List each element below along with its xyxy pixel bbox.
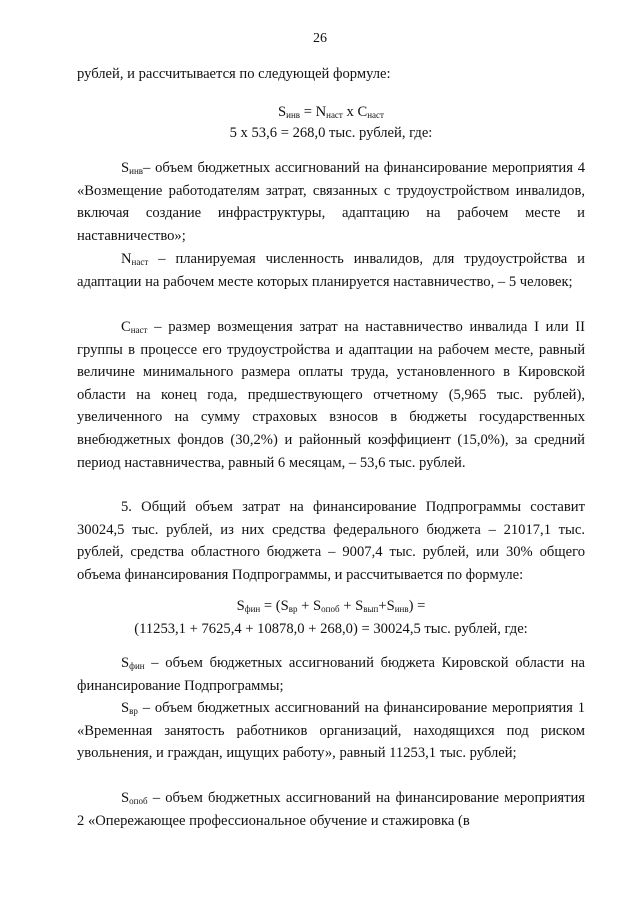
definition-n-nast: $N_{наст}$ – планируемая численность инвалидов, для трудоустройства и адаптации на рабочем месте которых планируется наставничество, – 5 человек; bbox=[77, 251, 585, 290]
formula-1-lhs: $S_{инв}$ bbox=[278, 104, 301, 120]
definition-s-inv: $S_{инв}-$ объем бюджетных ассигнований на финансирование мероприятия 4 «Возмещение работодателям затрат, связанных с трудоустройством инвалидов, включая создание инфраструктуры, адаптацию на рабочем месте и наставничество»; bbox=[77, 160, 585, 244]
paragraph-5: 5. Общий объем затрат на финансирование Подпрограммы составит 30024,5 тыс. рублей, из них средства федерального бюджета – 21017,1 тыс. рублей, средства областного бюджета – 9007,4 тыс. рублей, или 30% общего объема финансирования Подпрограммы, и рассчитывается по формуле: bbox=[77, 499, 585, 583]
definition-c-nast: $C_{наст}$ – размер возмещения затрат на наставничество инвалида I или II группы в процессе его трудоустройства и адаптации на рабочем месте, равный величине минимального размера оплаты труда, установленного в Кировской области на конец года, предшествующего отчетному (5,965 тыс. рублей), увеличенного на сумму страховых взносов в бюджеты государственных внебюджетных фондов (30,2%) и районный коэффициент (15,0%), за средний период наставничества, равный 6 месяцам, – 53,6 тыс. рублей. bbox=[77, 319, 585, 471]
formula-1-b: $C_{наст}$ bbox=[357, 104, 384, 120]
page-number: 26 bbox=[313, 31, 327, 46]
formula-2-calculation: (11253,1 + 7625,4 + 10878,0 + 268,0) = 30024,5 тыс. рублей, где: bbox=[134, 621, 528, 637]
intro-line: рублей, и рассчитывается по следующей формуле: bbox=[77, 66, 391, 82]
formula-1-a: $N_{наст}$ bbox=[315, 104, 343, 120]
definition-s-opob: $S_{опоб}$ – объем бюджетных ассигнований на финансирование мероприятия 2 «Опережающее профессиональное обучение и стажировка (в bbox=[77, 790, 585, 829]
definition-s-fin: $S_{фин}$ – объем бюджетных ассигнований бюджета Кировской области на финансирование Подпрограммы; bbox=[77, 655, 585, 694]
formula-1-calculation: 5 x 53,6 = 268,0 тыс. рублей, где: bbox=[229, 125, 433, 141]
formula-1: $S_{инв} = N_{наст}$ x $C_{наст}$ bbox=[278, 104, 384, 120]
formula-2: $S_{фин} = (S_{вр} + S_{опоб} + S_{вып}+S_{инв})$ = bbox=[236, 598, 426, 614]
definition-s-vr: $S_{вр}$ – объем бюджетных ассигнований на финансирование мероприятия 1 «Временная занятость работников организаций, находящихся под риском увольнения, и граждан, ищущих работу», равный 11253,1 тыс. рублей; bbox=[77, 700, 585, 762]
